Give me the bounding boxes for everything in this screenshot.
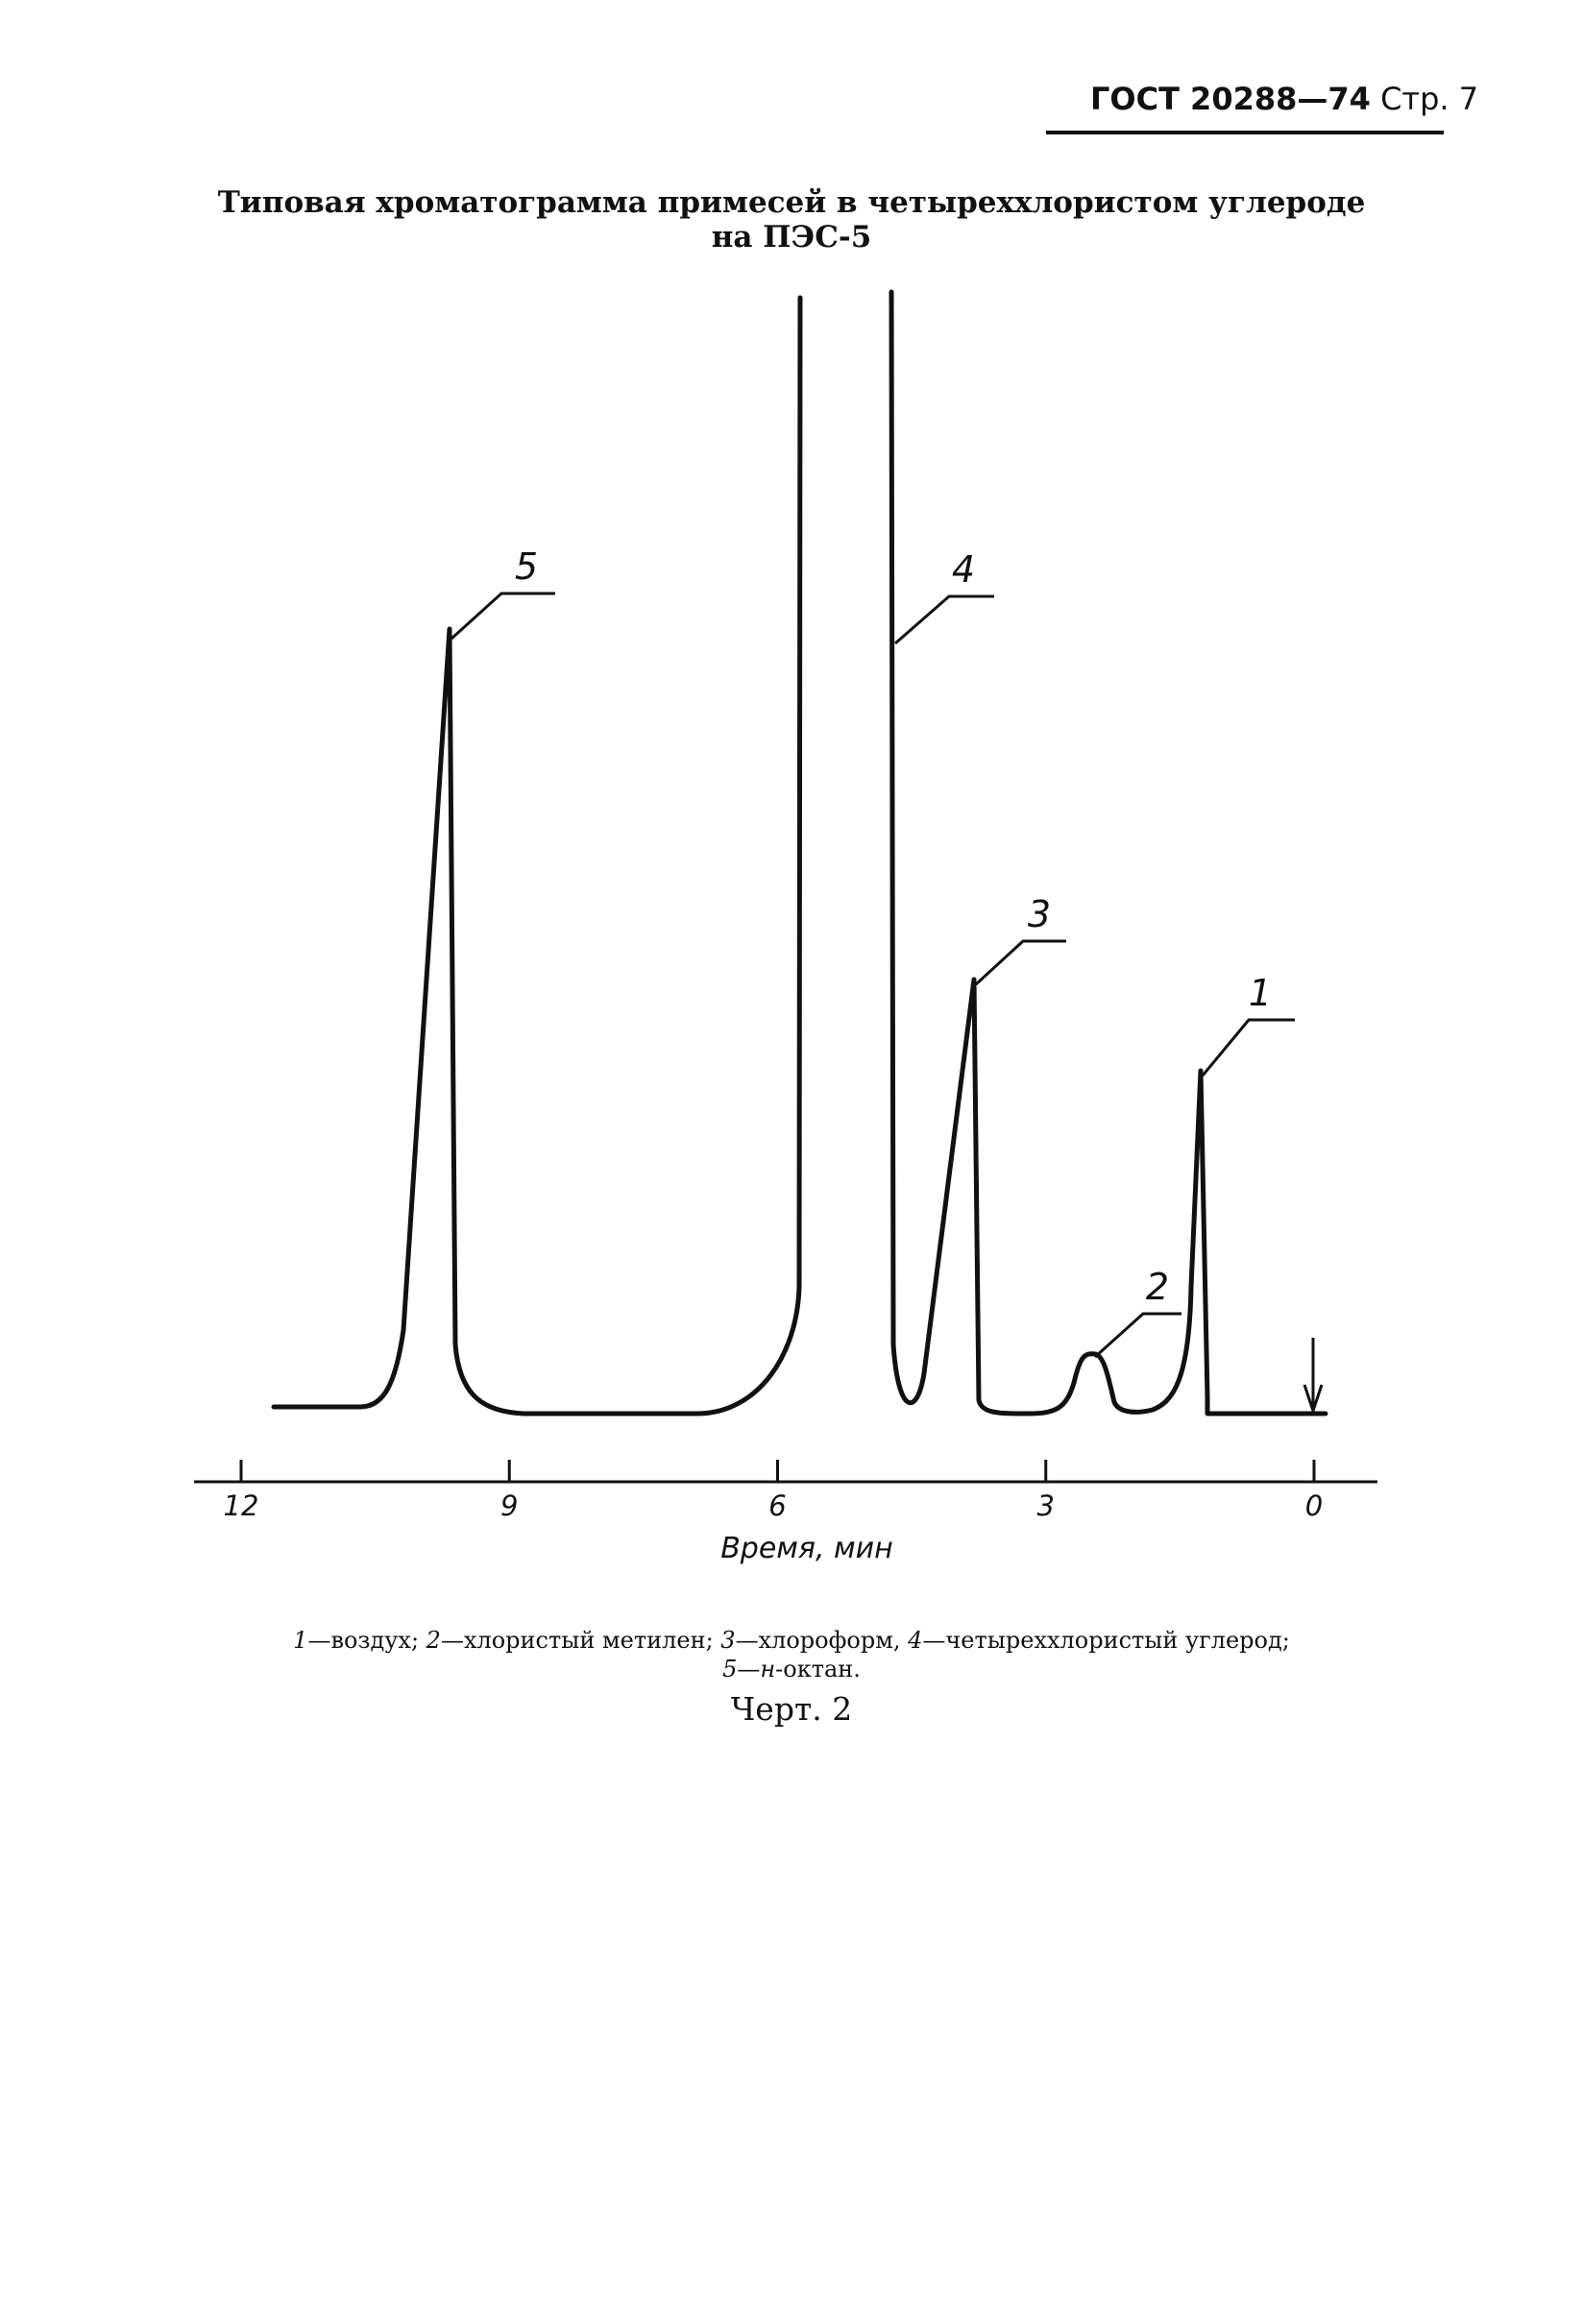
caption-line-2 (144, 1655, 1439, 1683)
leader-peak-5 (451, 593, 555, 639)
figure-title-line2: на ПЭС-5 (711, 220, 872, 254)
page-number: Стр. 7 (1380, 81, 1479, 117)
caption-num-1: 1 (293, 1627, 308, 1654)
peak-leaders (451, 593, 1295, 1357)
x-axis-ticks (224, 1460, 1324, 1522)
figure-title-line1: Типовая хроматограмма примесей в четыреххлористом углероде (217, 185, 1366, 220)
x-tick-label-3: 3 (1036, 1489, 1055, 1522)
peak-label-5: 5 (514, 545, 539, 588)
x-tick-label-12: 12 (223, 1489, 259, 1522)
caption-text-2: —хлористый метилен; (440, 1627, 721, 1654)
caption-num-5: 5 (722, 1656, 738, 1682)
caption-num-3: 3 (720, 1627, 736, 1654)
peak-label-3: 3 (1027, 893, 1052, 935)
peak-label-2: 2 (1145, 1266, 1170, 1308)
x-axis-label: Время, мин (720, 1532, 893, 1565)
caption-line-1 (144, 1626, 1439, 1655)
caption-num-2: 2 (426, 1627, 441, 1654)
caption-text-4: —четыреххлористый углерод; (922, 1627, 1290, 1654)
caption-text-3: —хлороформ, (735, 1627, 909, 1654)
caption-text-5: — (737, 1656, 761, 1682)
leader-peak-4 (895, 596, 994, 643)
caption-num-4: 4 (908, 1627, 923, 1654)
standard-number: ГОСТ 20288—74 (1090, 81, 1371, 117)
x-tick-label-0: 0 (1304, 1489, 1324, 1522)
caption-rest-5: -октан. (775, 1656, 861, 1682)
chromatogram-trace (274, 292, 1326, 1414)
peak-label-1: 1 (1248, 972, 1273, 1014)
x-tick-label-9: 9 (500, 1489, 519, 1522)
caption-text-1: —воздух; (307, 1627, 426, 1654)
leader-peak-1 (1203, 1020, 1295, 1076)
caption-italic-5: н (760, 1656, 776, 1682)
leader-peak-3 (976, 941, 1066, 984)
figure-caption (144, 1626, 1439, 1683)
figure-number: Черт. 2 (730, 1690, 853, 1728)
x-tick-label-6: 6 (768, 1489, 787, 1522)
leader-peak-2 (1095, 1314, 1181, 1357)
peak-label-4: 4 (951, 548, 976, 591)
